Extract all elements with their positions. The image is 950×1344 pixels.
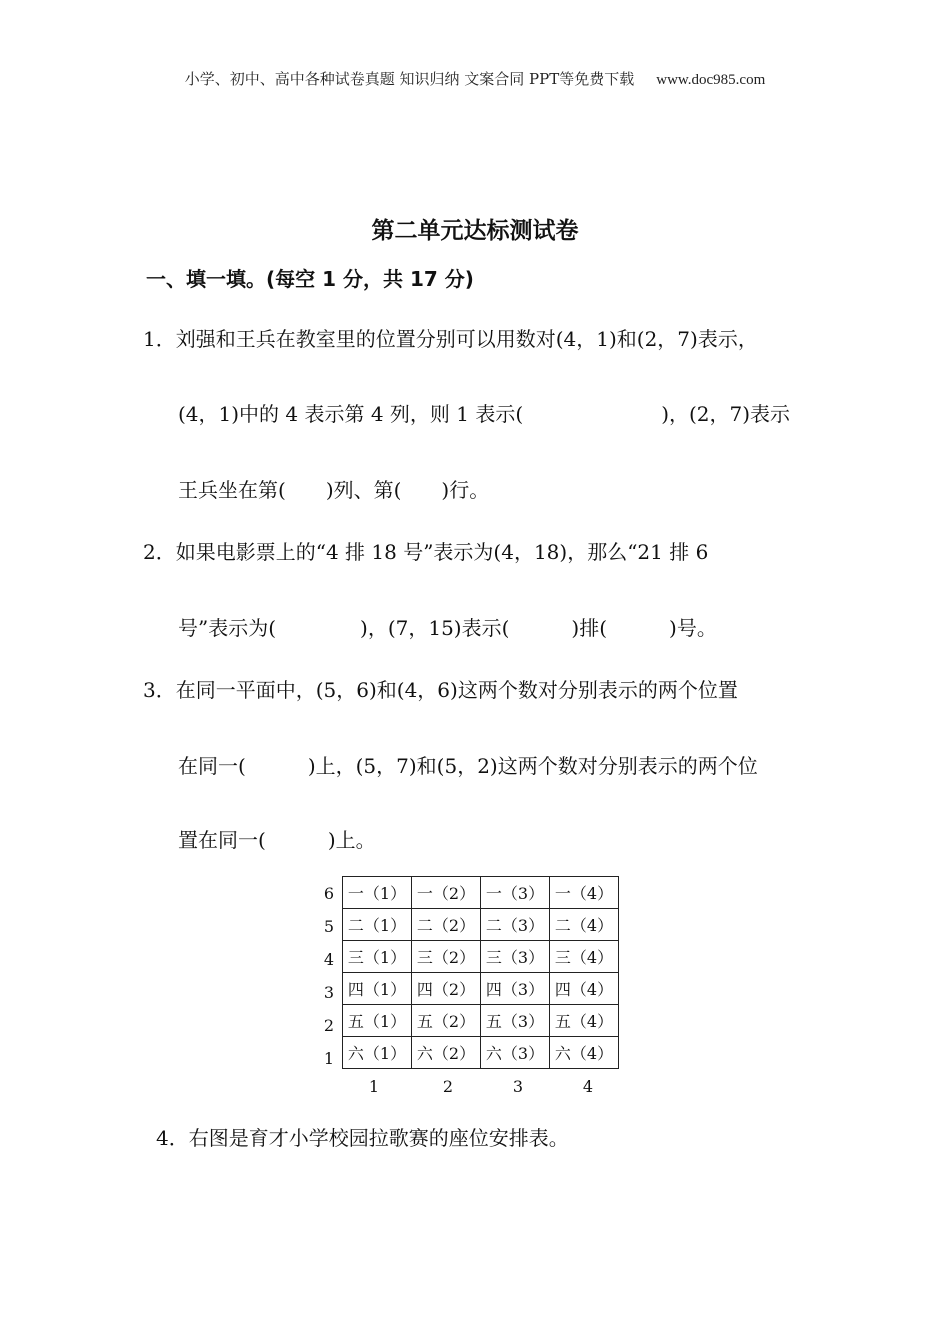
q3-line2-text-b: )上，(5，7)和(5，2)这两个数对分别表示的两个位 <box>307 754 758 778</box>
table-cell: 五（2） <box>412 1005 481 1037</box>
page-header <box>0 68 950 89</box>
q1-line3 <box>178 480 489 500</box>
q1-line3-text-c: )行。 <box>441 478 490 502</box>
q2-line2-text-d: )号。 <box>669 616 717 640</box>
q2-line1: 2．如果电影票上的“4 排 18 号”表示为(4，18)，那么“21 排 6 <box>143 540 709 564</box>
table-cell: 三（1） <box>343 941 412 973</box>
table-row <box>343 909 619 941</box>
q4-line1: 4．右图是育才小学校园拉歌赛的座位安排表。 <box>156 1126 569 1150</box>
col-label-3: 3 <box>512 1077 524 1096</box>
q2-line2-text-b: )，(7，15)表示( <box>360 616 510 640</box>
row-label-5: 5 <box>323 917 335 936</box>
table-cell: 一（1） <box>343 877 412 909</box>
table-cell: 五（4） <box>550 1005 619 1037</box>
table-cell: 三（4） <box>550 941 619 973</box>
table-cell: 一（3） <box>481 877 550 909</box>
seat-table <box>342 876 619 1069</box>
table-cell: 五（3） <box>481 1005 550 1037</box>
table-row <box>343 1037 619 1069</box>
table-cell: 六（1） <box>343 1037 412 1069</box>
q2-line2-text-a: 号”表示为( <box>178 616 277 640</box>
table-cell: 六（4） <box>550 1037 619 1069</box>
q3-line1: 3．在同一平面中，(5，6)和(4，6)这两个数对分别表示的两个位置 <box>143 678 738 702</box>
q2-line2 <box>178 618 717 638</box>
row-label-6: 6 <box>323 884 335 903</box>
q1-line3-text-a: 王兵坐在第( <box>178 478 286 502</box>
table-cell: 六（3） <box>481 1037 550 1069</box>
table-cell: 一（4） <box>550 877 619 909</box>
table-cell: 一（2） <box>412 877 481 909</box>
q1-line1: 1．刘强和王兵在教室里的位置分别可以用数对(4，1)和(2，7)表示， <box>143 327 758 351</box>
q3-line3-text-a: 置在同一( <box>178 828 266 852</box>
table-row <box>343 1005 619 1037</box>
page-title: 第二单元达标测试卷 <box>371 218 579 244</box>
header-text: 小学、初中、高中各种试卷真题 知识归纳 文案合同 PPT等免费下载 <box>184 70 635 88</box>
section-heading: 一、填一填。(每空 1 分，共 17 分) <box>146 267 474 291</box>
q1-line2 <box>178 404 790 424</box>
table-cell: 五（1） <box>343 1005 412 1037</box>
table-cell: 二（4） <box>550 909 619 941</box>
table-cell: 三（3） <box>481 941 550 973</box>
table-cell: 四（1） <box>343 973 412 1005</box>
table-row <box>343 973 619 1005</box>
col-label-2: 2 <box>442 1077 454 1096</box>
table-cell: 二（2） <box>412 909 481 941</box>
q1-line2-text-a: (4，1)中的 4 表示第 4 列，则 1 表示( <box>178 402 524 426</box>
col-label-1: 1 <box>368 1077 380 1096</box>
row-label-1: 1 <box>323 1049 335 1068</box>
table-cell: 四（3） <box>481 973 550 1005</box>
table-cell: 三（2） <box>412 941 481 973</box>
table-cell: 四（4） <box>550 973 619 1005</box>
table-cell: 四（2） <box>412 973 481 1005</box>
row-label-4: 4 <box>323 950 335 969</box>
table-cell: 二（1） <box>343 909 412 941</box>
table-cell: 二（3） <box>481 909 550 941</box>
q1-line3-text-b: )列、第( <box>325 478 402 502</box>
q2-line2-text-c: )排( <box>571 616 608 640</box>
row-label-3: 3 <box>323 983 335 1002</box>
q3-line3 <box>178 830 376 850</box>
q1-line2-text-b: )，(2，7)表示 <box>661 402 791 426</box>
table-row <box>343 941 619 973</box>
row-label-2: 2 <box>323 1016 335 1035</box>
header-site[interactable]: www.doc985.com <box>656 72 766 88</box>
col-label-4: 4 <box>582 1077 594 1096</box>
q3-line2 <box>178 756 758 776</box>
table-row <box>343 877 619 909</box>
q3-line2-text-a: 在同一( <box>178 754 246 778</box>
q3-line3-text-b: )上。 <box>327 828 376 852</box>
table-cell: 六（2） <box>412 1037 481 1069</box>
